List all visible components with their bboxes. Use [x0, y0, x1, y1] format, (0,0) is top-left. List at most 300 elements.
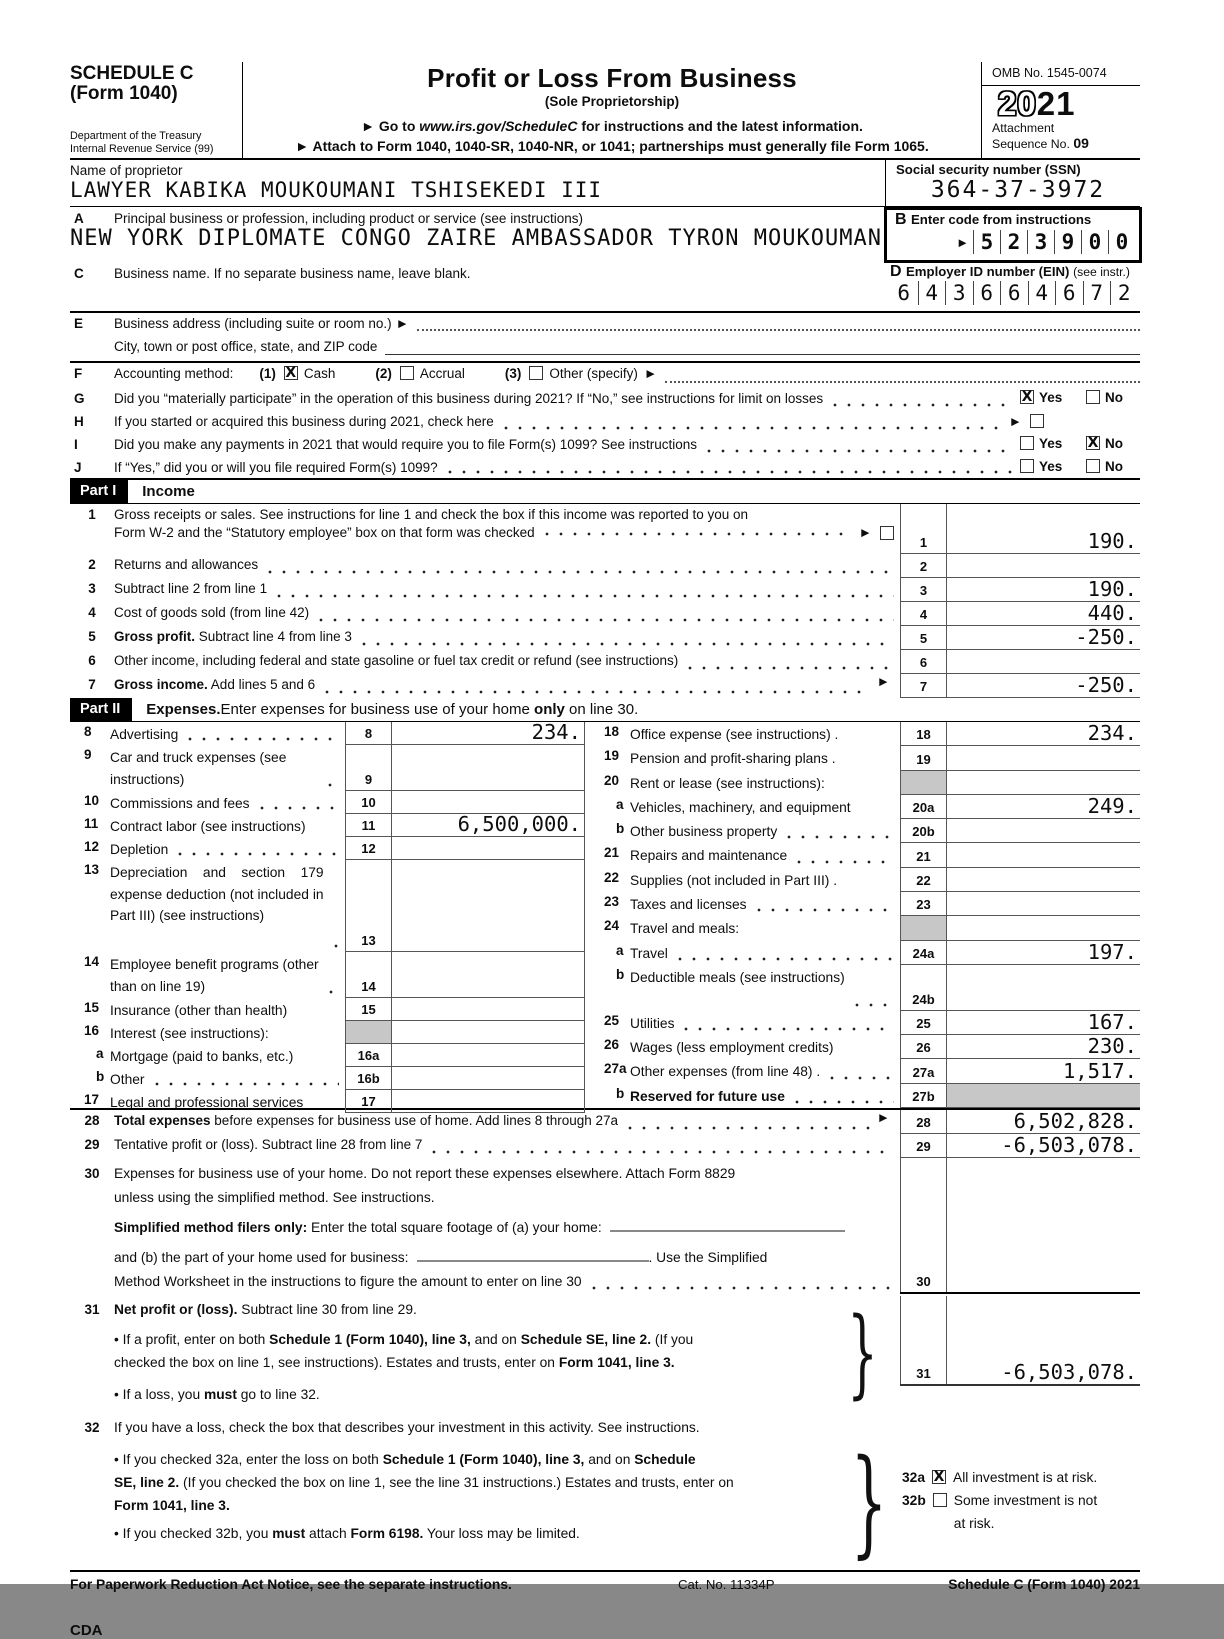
other-method-checkbox[interactable] — [529, 366, 543, 380]
dot-leader — [628, 1117, 871, 1131]
line-number: 25 — [604, 1012, 620, 1028]
line-box — [345, 1021, 392, 1044]
amount-cell[interactable]: 167. — [947, 1011, 1140, 1035]
ssn-label: Social security number (SSN) — [896, 162, 1081, 177]
line-label: Depletion — [110, 842, 169, 857]
line-box: 3 — [900, 578, 947, 602]
line-h-row — [70, 411, 1140, 434]
line-box: 11 — [345, 814, 392, 837]
dot-leader — [684, 1018, 894, 1032]
line-box: 18 — [900, 722, 947, 746]
line-e-letter: E — [74, 316, 84, 331]
line-number: 13 — [84, 862, 100, 877]
line-number: 7 — [88, 677, 96, 692]
line-box: 27b — [900, 1084, 947, 1108]
line-label: Legal and professional services — [110, 1095, 304, 1110]
amount-cell[interactable]: -250. — [947, 626, 1140, 650]
expense-row — [70, 745, 585, 791]
line-i-label: Did you make any payments in 2021 that would require you to file Form(s) 1099? See instructions — [114, 437, 698, 452]
business-sqft-field[interactable] — [417, 1248, 649, 1262]
expense-row — [590, 965, 1140, 1011]
line-i-letter: I — [74, 437, 78, 452]
line-j-row — [70, 457, 1140, 480]
form-title: Profit or Loss From Business — [427, 63, 797, 93]
line-j-letter: J — [74, 460, 82, 475]
line-a-letter: A — [74, 211, 84, 226]
name-label: Name of proprietor — [70, 163, 183, 178]
all-at-risk-checkbox[interactable]: X — [933, 1469, 945, 1485]
line-box: 15 — [345, 998, 392, 1021]
line-number: 32 — [84, 1420, 100, 1435]
amount-cell[interactable]: 197. — [947, 941, 1140, 965]
code-digit[interactable]: 3 — [1027, 230, 1054, 254]
line-box — [900, 771, 947, 795]
dot-leader — [707, 440, 1014, 454]
line-a-label: Principal business or profession, including product or service (see instructions) — [114, 211, 583, 226]
ein-digit[interactable]: 6 — [1000, 281, 1028, 305]
line-box: 29 — [900, 1134, 947, 1158]
dot-leader — [833, 394, 1014, 408]
expense-row — [590, 892, 1140, 916]
line-box: 19 — [900, 746, 947, 770]
dot-leader — [325, 681, 870, 695]
line-number: 29 — [84, 1137, 100, 1152]
line-box: 5 — [900, 626, 947, 650]
line-box: 4 — [900, 602, 947, 626]
ein-digit[interactable]: 2 — [1110, 281, 1138, 305]
ein-digit[interactable]: 4 — [1028, 281, 1056, 305]
amount-cell[interactable]: -6,503,078. — [947, 1134, 1140, 1158]
line-number: 30 — [84, 1166, 100, 1181]
dot-leader — [797, 851, 894, 865]
amount-cell[interactable]: 249. — [947, 795, 1140, 819]
dot-leader — [329, 981, 339, 995]
catalog-number: Cat. No. 11334P — [678, 1577, 775, 1592]
line-number: 22 — [604, 869, 620, 885]
amount-cell[interactable] — [947, 746, 1140, 770]
opt2-num: (2) — [375, 366, 392, 381]
line-number: 19 — [604, 748, 620, 764]
no-label: No — [1105, 390, 1123, 405]
line-label: Car and truck expenses (see instructions) — [110, 750, 287, 787]
line-label: unless using the simplified method. See instructions. — [114, 1190, 435, 1205]
paperwork-notice: For Paperwork Reduction Act Notice, see the separate instructions. — [70, 1577, 512, 1592]
income-line-4 — [70, 602, 1140, 626]
line-box — [900, 916, 947, 940]
dept-line1: Department of the Treasury — [70, 129, 202, 142]
ssn-field[interactable]: 364-37-3972 — [930, 177, 1106, 203]
line-label: • If you checked 32b, you must attach Form 6198. Your loss may be limited. — [114, 1526, 580, 1541]
ein-field[interactable] — [890, 281, 1140, 305]
line-g-letter: G — [74, 391, 85, 406]
line-label: Taxes and licenses — [630, 896, 747, 912]
amount-cell[interactable] — [392, 952, 585, 998]
line-label: Other business property — [630, 824, 778, 840]
dot-leader — [855, 994, 894, 1008]
line-number: a — [96, 1046, 104, 1061]
code-digit[interactable]: 5 — [973, 230, 1000, 254]
line-box: 21 — [900, 843, 947, 867]
line-number: 1 — [88, 507, 96, 522]
dot-leader — [188, 728, 339, 742]
arrow-icon: ► — [956, 235, 969, 250]
line-c-letter: C — [74, 266, 84, 281]
line-d-letter: D — [890, 263, 902, 280]
line-box: 24a — [900, 941, 947, 965]
dot-leader — [328, 774, 339, 788]
no-label: No — [1105, 459, 1123, 474]
amount-cell[interactable] — [392, 745, 585, 791]
j-yes-checkbox[interactable] — [1020, 459, 1034, 473]
form-title-block — [242, 62, 982, 158]
accrual-checkbox[interactable] — [400, 366, 414, 380]
business-code-field[interactable] — [895, 230, 1135, 254]
amount-cell[interactable]: 234. — [392, 722, 585, 745]
line-label: Office expense (see instructions) . — [630, 727, 839, 742]
line-number: 18 — [604, 724, 620, 739]
ein-box — [882, 263, 1140, 311]
part1-bar — [70, 480, 1140, 504]
part2-title: Expenses. — [146, 701, 221, 718]
line-box: 28 — [900, 1110, 947, 1134]
line-box: 9 — [345, 745, 392, 791]
line-label: Repairs and maintenance — [630, 848, 788, 864]
line-box: 22 — [900, 868, 947, 892]
form-header — [70, 62, 1140, 160]
i-no-checkbox[interactable]: X — [1087, 435, 1099, 451]
line-label: Cost of goods sold (from line 42) — [114, 605, 310, 620]
j-no-checkbox[interactable] — [1086, 459, 1100, 473]
statutory-employee-checkbox[interactable] — [880, 526, 894, 540]
line-box: 1 — [900, 504, 947, 554]
brace-glyph: } — [847, 1297, 878, 1409]
line-box: 2 — [900, 554, 947, 578]
i-yes-checkbox[interactable] — [1020, 436, 1034, 450]
line-box: 16a — [345, 1044, 392, 1067]
amount-cell[interactable]: 6,502,828. — [947, 1110, 1140, 1134]
part1-table — [70, 504, 1140, 698]
part1-label: Part I — [70, 480, 128, 504]
line-number: 6 — [88, 653, 96, 668]
arrow-icon: ► — [1008, 414, 1022, 429]
line-label: Travel and meals: — [630, 921, 740, 937]
dot-leader — [545, 523, 853, 537]
line-number: b — [616, 1085, 625, 1101]
line-label: Reserved for future use — [630, 1088, 785, 1104]
line-number: 32b — [902, 1493, 926, 1508]
amount-cell[interactable]: -6,503,078. — [1001, 1360, 1137, 1384]
line-label: Deductible meals (see instructions) — [630, 969, 845, 985]
line-box: 31 — [900, 1296, 947, 1384]
income-line-2 — [70, 554, 1140, 578]
code-digit[interactable]: 9 — [1054, 230, 1081, 254]
home-sqft-field[interactable] — [610, 1218, 845, 1232]
amount-cell[interactable] — [947, 1084, 1140, 1108]
ein-digit[interactable]: 6 — [1055, 281, 1083, 305]
form-footer — [70, 1570, 1140, 1592]
part1-title: Income — [142, 483, 195, 500]
part2-bar — [70, 698, 1140, 722]
amount-cell[interactable] — [947, 843, 1140, 867]
expense-row — [70, 1021, 585, 1044]
no-label: No — [1105, 436, 1123, 451]
proprietor-row — [70, 160, 1140, 207]
amount-cell[interactable] — [947, 1158, 1140, 1292]
line-label: Insurance (other than health) — [110, 1003, 288, 1018]
line-e-label2: City, town or post office, state, and ZIP code — [114, 339, 378, 354]
line-label: Method Worksheet in the instructions to figure the amount to enter on line 30 — [114, 1274, 582, 1289]
code-digit[interactable]: 2 — [1000, 230, 1027, 254]
line-label: and (b) the part of your home used for business: — [114, 1250, 409, 1265]
line-label: Wages (less employment credits) — [630, 1040, 834, 1056]
home-office-block — [70, 1158, 1140, 1294]
line-c-d-row — [70, 263, 1140, 313]
amount-cell[interactable] — [947, 819, 1140, 843]
line-b-letter: B — [895, 211, 907, 228]
line-label: Other — [110, 1072, 145, 1087]
dot-leader — [787, 826, 894, 840]
expense-row — [590, 819, 1140, 843]
ein-digit[interactable]: 4 — [918, 281, 946, 305]
line-label: Employee benefit programs (other than on line 19) — [110, 957, 319, 994]
yes-label: Yes — [1039, 436, 1063, 451]
ein-digit[interactable]: 3 — [945, 281, 973, 305]
schedule-label: SCHEDULE C — [70, 63, 194, 84]
dot-leader — [757, 899, 894, 913]
amount-cell[interactable] — [392, 791, 585, 814]
expense-row — [70, 837, 585, 860]
city-state-zip-field[interactable] — [385, 354, 1140, 355]
dot-leader — [688, 657, 894, 671]
ein-digit[interactable]: 7 — [1083, 281, 1111, 305]
ssn-box — [885, 160, 1140, 206]
line-number: b — [616, 821, 625, 837]
income-line-5 — [70, 626, 1140, 650]
line-box: 30 — [900, 1158, 947, 1292]
line-label: Vehicles, machinery, and equipment — [630, 799, 851, 815]
line-box: 7 — [900, 674, 947, 698]
line-label: SE, line 2. (If you checked the box on line 1, see the line 31 instructions.) Estates and trusts, enter on — [114, 1475, 734, 1490]
line-number: 27a — [604, 1061, 627, 1077]
arrow-icon: ► — [295, 138, 310, 154]
amount-cell[interactable] — [947, 868, 1140, 892]
dot-leader — [448, 461, 1014, 475]
amount-cell[interactable] — [392, 998, 585, 1021]
dot-leader — [432, 1141, 894, 1155]
dot-leader — [334, 935, 339, 949]
amount-cell[interactable]: 190. — [947, 504, 1140, 554]
ein-digit[interactable]: 6 — [897, 281, 911, 305]
expense-row — [590, 795, 1140, 819]
dot-leader — [504, 417, 1003, 431]
expense-row — [590, 771, 1140, 795]
business-address-field[interactable] — [417, 329, 1140, 331]
code-digit[interactable]: 0 — [1108, 230, 1135, 254]
line-number: 11 — [84, 816, 99, 831]
line-box: 26 — [900, 1035, 947, 1059]
amount-cell[interactable] — [947, 916, 1140, 940]
line-g-row — [70, 388, 1140, 411]
line-box: 8 — [345, 722, 392, 745]
expense-row — [590, 868, 1140, 892]
line-g-label: Did you “materially participate” in the operation of this business during 2021? If “No,” see instructions for limit on losses — [114, 391, 824, 406]
line-i-row — [70, 434, 1140, 457]
line-number: 5 — [88, 629, 96, 644]
expense-row — [590, 1011, 1140, 1035]
line-label: Form 1041, line 3. — [114, 1498, 230, 1513]
income-line-1 — [70, 504, 1140, 554]
line-label: Gross profit. Subtract line 4 from line 3 — [114, 629, 352, 644]
attachment-sequence: Attachment Sequence No. 09 — [992, 121, 1089, 152]
dot-leader — [178, 843, 339, 857]
form-id-block — [70, 62, 242, 158]
other-method-label: Other (specify) — [549, 366, 638, 381]
expenses-left-column — [70, 722, 585, 1108]
line-label: Total expenses before expenses for business use of home. Add lines 8 through 27a — [114, 1113, 619, 1128]
expenses-right-column — [590, 722, 1140, 1108]
expense-row — [70, 1067, 585, 1090]
income-line-7 — [70, 674, 1140, 698]
dot-leader — [155, 1073, 339, 1087]
cash-checkbox[interactable]: X — [285, 365, 297, 381]
line-number: 4 — [88, 605, 96, 620]
line-number: 31 — [84, 1302, 100, 1317]
dot-leader — [795, 1091, 894, 1105]
opt3-num: (3) — [504, 366, 522, 381]
other-method-field[interactable] — [665, 381, 1140, 383]
proprietor-name-field[interactable]: LAWYER KABIKA MOUKOUMANI TSHISEKEDI III — [70, 178, 603, 202]
amount-cell[interactable]: -250. — [947, 674, 1140, 698]
g-yes-checkbox[interactable]: X — [1021, 389, 1033, 405]
amount-cell[interactable] — [392, 1067, 585, 1090]
line-box: 25 — [900, 1011, 947, 1035]
amount-cell[interactable]: 190. — [947, 578, 1140, 602]
expense-row — [70, 814, 585, 837]
income-line-6 — [70, 650, 1140, 674]
arrow-icon: ► — [361, 118, 375, 134]
line-number: 23 — [604, 893, 620, 909]
expense-row — [70, 722, 585, 745]
expenses-grid — [70, 722, 1140, 1110]
arrow-icon: ► — [876, 674, 890, 689]
line-label: Form W-2 and the “Statutory employee” box on that form was checked — [114, 525, 535, 540]
line-c-label: Business name. If no separate business name, leave blank. — [114, 266, 471, 281]
line-box: 20b — [900, 819, 947, 843]
line-number: 26 — [604, 1037, 620, 1053]
attach-line: ► Attach to Form 1040, 1040-SR, 1040-NR, or 1041; partnerships must generally file Form 1065. — [295, 138, 929, 154]
line-label: Utilities — [630, 1015, 675, 1031]
line-label: Rent or lease (see instructions): — [630, 775, 825, 791]
line-number: 9 — [84, 747, 92, 762]
amount-cell[interactable] — [947, 771, 1140, 795]
line-number: 3 — [88, 581, 96, 596]
expense-row — [590, 722, 1140, 746]
amount-cell[interactable] — [947, 965, 1140, 1011]
line-number: 17 — [84, 1092, 100, 1107]
line-label: Interest (see instructions): — [110, 1026, 269, 1041]
business-profession-field[interactable]: NEW YORK DIPLOMATE CONGO ZAIRE AMBASSADOR TYRON MOUKOUMAN — [70, 226, 882, 251]
dot-leader — [830, 1067, 894, 1081]
h-checkbox[interactable] — [1030, 414, 1044, 428]
amount-cell[interactable] — [947, 650, 1140, 674]
form-number: (Form 1040) — [70, 82, 178, 104]
amount-cell[interactable]: 230. — [947, 1035, 1140, 1059]
income-line-3 — [70, 578, 1140, 602]
line-box: 20a — [900, 795, 947, 819]
amount-cell[interactable] — [392, 1044, 585, 1067]
accrual-label: Accrual — [419, 366, 465, 381]
amount-cell[interactable] — [392, 1021, 585, 1044]
line-number: 16 — [84, 1023, 100, 1038]
line-box: 13 — [345, 860, 392, 952]
line-e-label: Business address (including suite or room no.) — [114, 316, 392, 331]
line-box: 12 — [345, 837, 392, 860]
amount-cell[interactable]: 1,517. — [947, 1059, 1140, 1083]
dot-leader — [268, 561, 894, 575]
line-j-label: If “Yes,” did you or will you file required Form(s) 1099? — [114, 460, 438, 475]
ein-digit[interactable]: 6 — [973, 281, 1001, 305]
line-label: Contract labor (see instructions) — [110, 819, 306, 834]
total-expenses-row — [70, 1110, 1140, 1134]
tax-year: 2021 — [998, 85, 1076, 122]
line-h-label: If you started or acquired this business during 2021, check here — [114, 414, 494, 429]
dot-leader — [277, 585, 894, 599]
line-number: 12 — [84, 839, 100, 854]
amount-cell[interactable] — [392, 837, 585, 860]
line-label: checked the box on line 1, see instructions). Estates and trusts, enter on Form 1041, line 3. — [114, 1355, 675, 1370]
line-number: 28 — [84, 1113, 100, 1128]
expense-row — [70, 860, 585, 952]
some-at-risk-label: Some investment is not at risk. — [953, 1493, 1098, 1531]
amount-cell[interactable] — [947, 892, 1140, 916]
g-no-checkbox[interactable] — [1086, 390, 1100, 404]
line-number: b — [616, 966, 625, 982]
line-label: Returns and allowances — [114, 557, 259, 572]
line-f-row — [70, 363, 1140, 388]
amount-cell[interactable]: 234. — [947, 722, 1140, 746]
at-risk-options — [902, 1466, 1140, 1535]
line-label: Depreciation and section 179 expense deduction (not included in Part III) (see instructions) — [110, 865, 324, 923]
code-digit[interactable]: 0 — [1081, 230, 1108, 254]
amount-cell[interactable]: 6,500,000. — [392, 814, 585, 837]
line-e-block — [70, 313, 1140, 363]
part2-label: Part II — [70, 698, 132, 722]
line-label: Mortgage (paid to banks, etc.) — [110, 1049, 294, 1064]
line-label: Gross income. Add lines 5 and 6 — [114, 677, 316, 692]
dept-line2: Internal Revenue Service (99) — [70, 143, 214, 156]
amount-cell[interactable]: 440. — [947, 602, 1140, 626]
line-number: 8 — [84, 724, 92, 739]
arrow-icon: ► — [858, 525, 872, 540]
amount-cell[interactable] — [392, 860, 585, 952]
dot-leader — [260, 797, 339, 811]
part2-subtitle: Enter expenses for business use of your home only on line 30. — [220, 701, 639, 718]
all-at-risk-label: All investment is at risk. — [953, 1470, 1098, 1485]
line-number: 14 — [84, 954, 100, 969]
line-number: a — [616, 796, 624, 812]
dot-leader — [319, 609, 894, 623]
form-subtitle: (Sole Proprietorship) — [544, 94, 680, 109]
amount-cell[interactable] — [947, 554, 1140, 578]
line-h-letter: H — [74, 414, 84, 429]
line-label: Simplified method filers only: Enter the total square footage of (a) your home: — [114, 1220, 602, 1235]
dot-leader — [362, 633, 894, 647]
dot-leader — [592, 1277, 894, 1291]
line-label: • If a loss, you must go to line 32. — [114, 1387, 320, 1402]
goto-line: ► Go to www.irs.gov/ScheduleC for instructions and the latest information. — [361, 118, 863, 134]
some-at-risk-checkbox[interactable] — [933, 1493, 947, 1507]
expense-row — [70, 998, 585, 1021]
